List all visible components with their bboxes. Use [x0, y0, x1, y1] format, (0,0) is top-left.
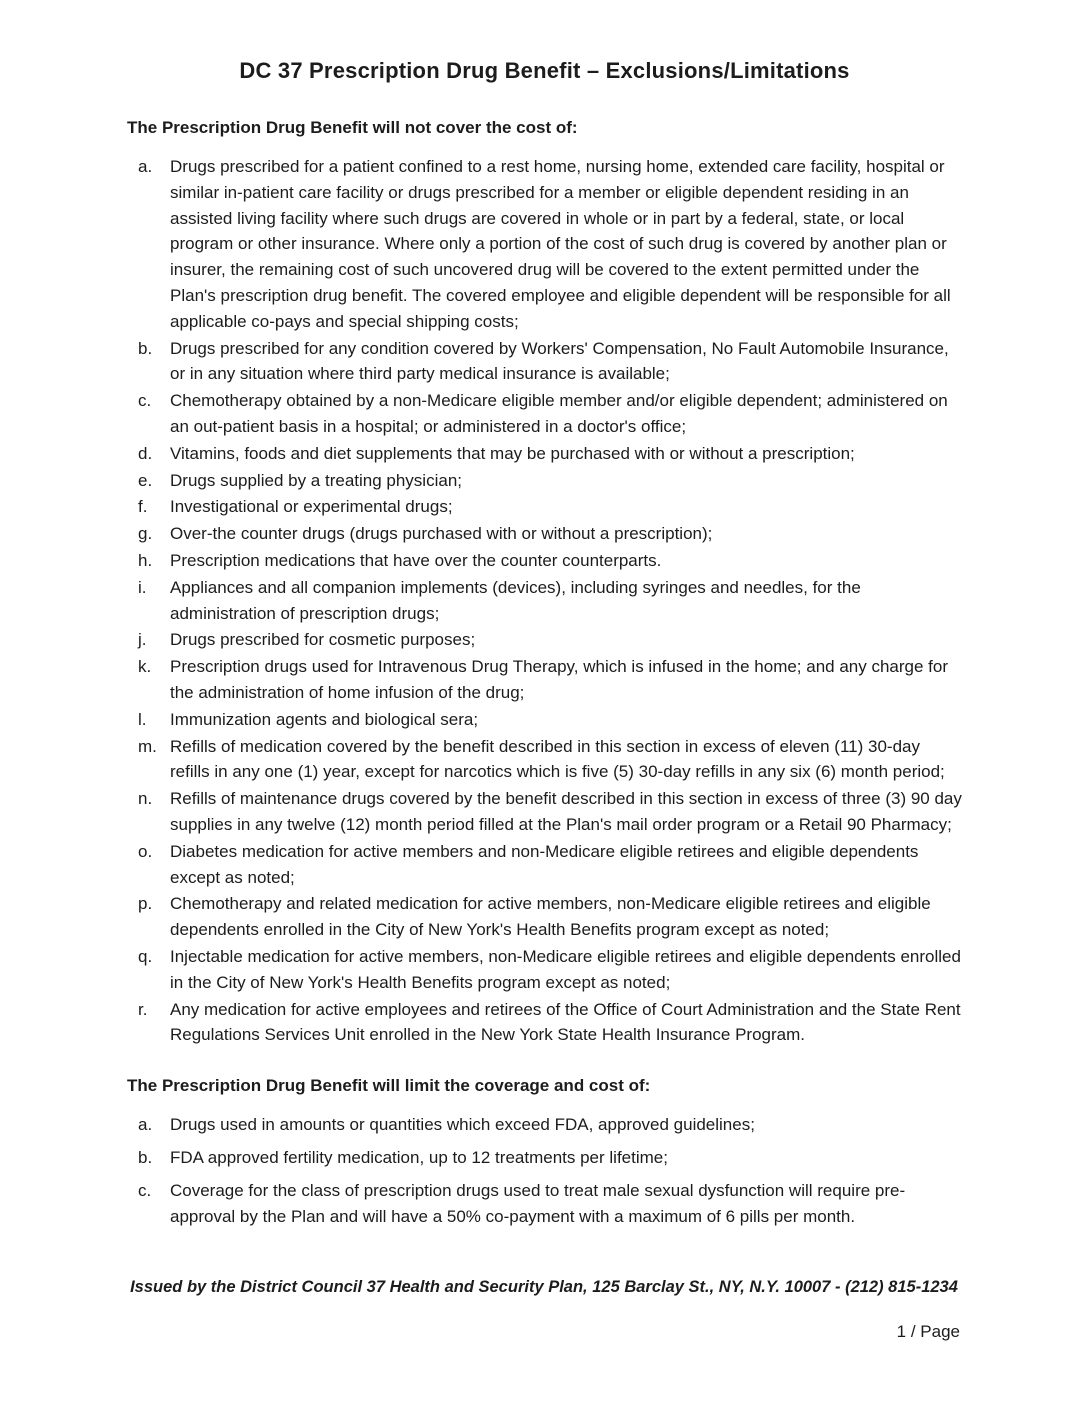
- list-item-marker: c.: [138, 1181, 152, 1201]
- exclusions-list: [138, 154, 962, 1048]
- list-item: [138, 707, 962, 733]
- list-item-marker: e.: [138, 470, 153, 490]
- list-item: [138, 1178, 962, 1230]
- list-item: [138, 336, 962, 388]
- list-item-text: Refills of maintenance drugs covered by the benefit described in this section in excess of three (3) 90 day supplies in any twelve (12) month period filled at the Plan's mail order program or a Retail 90 Pharmacy;: [170, 789, 962, 834]
- list-item-marker: r.: [138, 999, 148, 1019]
- list-item: [138, 734, 962, 786]
- list-item: [138, 521, 962, 547]
- list-item-text: Prescription medications that have over the counter counterparts.: [170, 550, 662, 570]
- section-heading-exclusions: The Prescription Drug Benefit will not cover the cost of:: [127, 118, 578, 137]
- list-item-marker: k.: [138, 657, 152, 677]
- list-item: [138, 154, 962, 335]
- list-item: [138, 1112, 962, 1138]
- list-item: [138, 654, 962, 706]
- list-item-text: Coverage for the class of prescription drugs used to treat male sexual dysfunction will require pre-approval by the Plan and will have a 50% co-payment with a maximum of 6 pills per month.: [170, 1181, 906, 1227]
- list-item-marker: a.: [138, 1115, 153, 1135]
- list-item-text: Drugs supplied by a treating physician;: [170, 470, 462, 490]
- list-item-text: Diabetes medication for active members and non-Medicare eligible retirees and eligible dependents except as noted;: [170, 841, 919, 887]
- list-item-text: Immunization agents and biological sera;: [170, 709, 479, 729]
- page-number: 1 / Page: [896, 1322, 960, 1341]
- list-item: [138, 944, 962, 996]
- page-title: DC 37 Prescription Drug Benefit – Exclusions/Limitations: [239, 58, 850, 83]
- list-item-marker: d.: [138, 443, 153, 463]
- list-item-marker: n.: [138, 789, 153, 809]
- list-item: [138, 388, 962, 440]
- list-item-text: Drugs prescribed for cosmetic purposes;: [170, 630, 476, 650]
- list-item-marker: o.: [138, 841, 153, 861]
- list-item-marker: q.: [138, 946, 153, 966]
- list-item-text: Injectable medication for active members, non-Medicare eligible retirees and eligible dependents enrolled in the City of New York's Health Benefits program except as noted;: [170, 946, 961, 992]
- list-item: [138, 627, 962, 653]
- list-item-text: Drugs prescribed for any condition covered by Workers' Compensation, No Fault Automobile Insurance, or in any situation where third party medical insurance is available;: [170, 338, 949, 384]
- list-item-marker: p.: [138, 894, 153, 914]
- list-item: [138, 786, 962, 838]
- list-item: [138, 468, 962, 494]
- list-item-marker: i.: [138, 577, 147, 597]
- list-item: [138, 839, 962, 891]
- list-item: [138, 441, 962, 467]
- section-heading-limitations: The Prescription Drug Benefit will limit the coverage and cost of:: [127, 1076, 651, 1096]
- list-item: [138, 997, 962, 1049]
- list-item-marker: l.: [138, 709, 147, 729]
- list-item-marker: h.: [138, 550, 153, 570]
- list-item-text: Drugs prescribed for a patient confined to a rest home, nursing home, extended care facility, hospital or similar in-patient care facility or drugs prescribed for a member or eligible dependent residing in an assisted living facility where such drugs are covered in whole or in part by a federal, state, or local program or other insurance. Where only a portion of the cost of such drug is covered by another plan or insurer, the remaining cost of such uncovered drug will be covered to the extent permitted under the Plan's prescription drug benefit. The covered employee and eligible dependent will be responsible for all applicable co-pays and special shipping costs;: [170, 157, 951, 331]
- list-item: [138, 1145, 962, 1171]
- list-item-text: Chemotherapy and related medication for active members, non-Medicare eligible retirees and eligible dependents enrolled in the City of New York's Health Benefits program except as noted;: [170, 894, 931, 940]
- list-item-text: Prescription drugs used for Intravenous Drug Therapy, which is infused in the home; and any charge for the administration of home infusion of the drug;: [170, 657, 949, 702]
- list-item-text: Any medication for active employees and retirees of the Office of Court Administration and the State Rent Regulations Services Unit enrolled in the New York State Health Insurance Program.: [170, 999, 961, 1045]
- list-item: [138, 575, 962, 627]
- list-item-marker: g.: [138, 524, 153, 544]
- list-item-marker: b.: [138, 338, 153, 358]
- list-item-marker: m.: [138, 736, 157, 756]
- list-item-text: FDA approved fertility medication, up to 12 treatments per lifetime;: [170, 1148, 668, 1168]
- list-item-text: Drugs used in amounts or quantities which exceed FDA, approved guidelines;: [170, 1115, 755, 1135]
- list-item-marker: c.: [138, 391, 152, 411]
- list-item-text: Appliances and all companion implements (devices), including syringes and needles, for the administration of prescription drugs;: [170, 577, 861, 623]
- issuer-footer: Issued by the District Council 37 Health and Security Plan, 125 Barclay St., NY, N.Y. 10007 - (212) 815-1234: [130, 1278, 958, 1296]
- list-item: [138, 891, 962, 943]
- list-item-text: Investigational or experimental drugs;: [170, 497, 453, 517]
- list-item-text: Over-the counter drugs (drugs purchased with or without a prescription);: [170, 524, 713, 544]
- list-item-marker: a.: [138, 157, 153, 176]
- list-item-text: Chemotherapy obtained by a non-Medicare eligible member and/or eligible dependent; administered on an out-patient basis in a hospital; or administered in a doctor's office;: [170, 391, 948, 436]
- list-item-marker: f.: [138, 497, 148, 517]
- list-item-marker: j.: [138, 630, 147, 650]
- list-item: [138, 494, 962, 520]
- list-item: [138, 548, 962, 574]
- list-item-text: Refills of medication covered by the benefit described in this section in excess of eleven (11) 30-day refills in any one (1) year, except for narcotics which is five (5) 30-day refills in any six (6) month period;: [170, 736, 945, 782]
- list-item-text: Vitamins, foods and diet supplements that may be purchased with or without a prescription;: [170, 443, 855, 463]
- limitations-list: [138, 1112, 962, 1230]
- list-item-marker: b.: [138, 1148, 153, 1168]
